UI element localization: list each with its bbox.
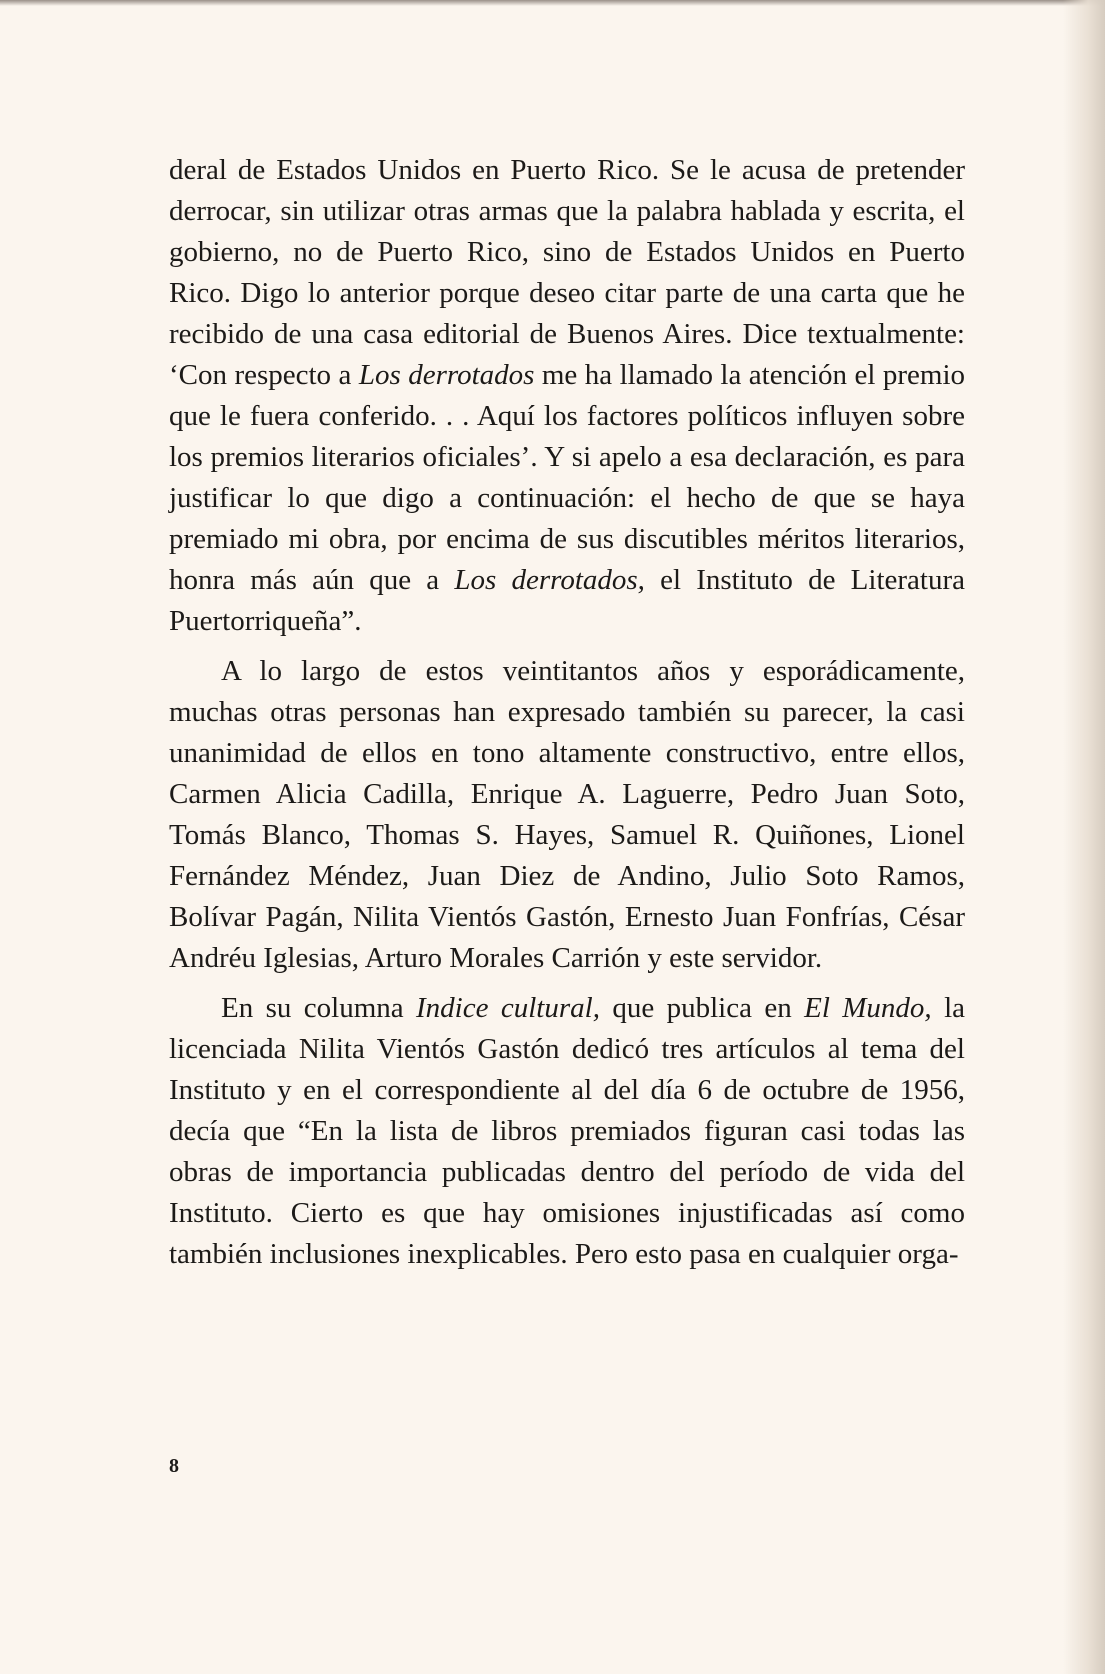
text-run: En su columna [221, 992, 417, 1024]
book-title-italic: Los derrotados, [454, 564, 645, 596]
text-run: la licenciada Nilita Vientós Gastón dedicó tres artículos al tema del Instituto y en el correspondiente al del día 6 de octubre de 1956, decía que “En la lista de libros premiados figuran casi todas las obras de importancia publicadas dentro del período de vida del Instituto. Cierto es que hay omisiones injustificadas así como también inclusiones inexplicables. Pero esto pasa en cualquier orga- [169, 992, 966, 1270]
text-run: deral de Estados Unidos en Puerto Rico. Se le acusa de pretender derrocar, sin utilizar otras armas que la palabra hablada y escrita, el gobierno, no de Puerto Rico, sino de Estados Unidos en Puerto Rico. Digo lo anterior porque deseo citar parte de una carta que he recibido de una casa editorial de Buenos Aires. Dice textualmente: ‘Con respecto a [169, 154, 965, 391]
paragraph-3 [169, 988, 965, 1275]
paragraph-2 [169, 651, 965, 979]
page-right-edge-shadow [1063, 0, 1105, 1674]
text-run: A lo largo de estos veintitantos años y esporádicamente, muchas otras personas han expresado también su parecer, la casi unanimidad de ellos en tono altamente constructivo, entre ellos, Carmen Alicia Cadilla, Enrique A. Laguerre, Pedro Juan Soto, Tomás Blanco, Thomas S. Hayes, Samuel R. Quiñones, Lionel Fernández Méndez, Juan Diez de Andino, Julio Soto Ramos, Bolívar Pagán, Nilita Vientós Gastón, Ernesto Juan Fonfrías, César Andréu Iglesias, Arturo Morales Carrión y este servidor. [169, 655, 965, 974]
newspaper-title-italic: El Mundo, [804, 992, 932, 1024]
page-number: 8 [169, 1455, 179, 1477]
page-top-edge [0, 0, 1105, 6]
text-run: que publica en [599, 992, 805, 1024]
text-run: me ha llamado la atención el premio que le fuera conferido. . . Aquí los factores políticos influyen sobre los premios literarios oficiales’. Y si apelo a esa declaración, es para justificar lo que digo a continuación: el hecho de que se haya premiado mi obra, por encima de sus discutibles méritos literarios, honra más aún que a [169, 359, 965, 596]
column-title-italic: Indice cultural, [416, 992, 600, 1024]
paragraph-1 [169, 150, 965, 642]
book-title-italic: Los derrotados [358, 359, 535, 391]
body-text [169, 150, 965, 1275]
text-run: el Instituto de Literatura Puertorriqueña”. [169, 564, 965, 637]
